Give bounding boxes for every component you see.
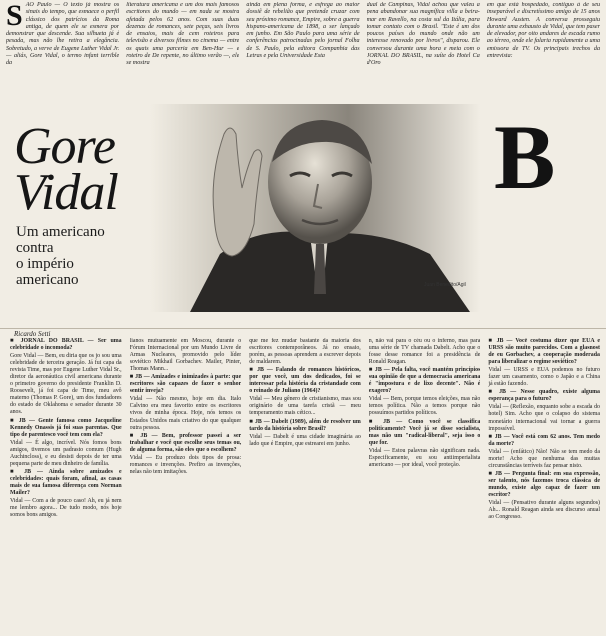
headline-title-line: Vidal (14, 164, 118, 221)
intro-column: ainda em plena forma, e esfrega ao maior dossiê de rebelião que pretende cruzar com seu próximo romance, Empire, sobre a guerra hispano-americana de 1898, a ser lançado em junho. Em São Paulo para uma série de conferências patrocinadas pelo jornal Folha de S. Paulo, pela editora Companhia das Letras e pela Universidade Esta (246, 2, 360, 60)
answer: Gore Vidal — Bem, eu diria que os jo sou uma celebridade de terceira geração. Já fui capa da revista Time, mas por Eugene Luther Vidal Sr., diretor da aeronáutica civil americana durante o primeiro governo do presidente Franklin D. Roosevelt, já foi capa de Time, meu avô materno (Thomas P. Gore), um dos fundadores do estado de Oklahoma e senador durante 30 anos. (10, 353, 122, 416)
answer: Vidal — Bem, porque temos eleições, mas não temos política. Não a temos porque não possuímos partidos políticos. (368, 396, 481, 417)
intro-paragraph: ÃO Paulo — O texto já mostra os sinais do tempo, que esmaece o perfil clássico dos patrícios da Roma antiga, de quem ele se esmera por demonstrar que descende. Sua silhueta já é pesada, mas não lhe retira a elegância. Sobretudo, a verve de Eugene Luther Vidal Jr. — aliás, Gore Vidal, o termo infant terrible da (6, 2, 120, 67)
author-photo (150, 104, 480, 312)
subtitle-line: americano (16, 272, 79, 288)
subtitle-line: o império (16, 256, 74, 272)
divider (0, 328, 606, 329)
question: ■ JB — Falando de romances históricos, por que você, um dos dedicados, foi se interessar pela história da cristandade com o reinado de Juliano (1964)? (249, 367, 361, 395)
answer: Vidal — É algo, incrível. Nós fomos bons amigos, tivemos um padrasto comum (Hugh Auchincloss), e eu desisti depois de ter uma pequena parte de meu dinheiro de família. (10, 439, 122, 467)
question: ■ JB — Você está com 62 anos. Tem medo da morte? (488, 433, 600, 447)
answer: Vidal — Não mesmo, hoje em dia. Italo Calvino era meu favorito entre os escritores vivos de minha época. Hoje, nós temos os Estados Unidos mais criativo do que qualquer outra pessoa. (129, 396, 242, 431)
answer: n, não vai para o céu ou o inferno, mas para uma série de TV chamada Dabelt. Acho que o fosse desse romance foi a presidência de Ronald Reagan. (368, 338, 481, 366)
question: ■ JB — Amizades e inimizades à parte: que escritores são capazes de fazer o senhor sentir inveja? (129, 374, 242, 395)
body-column (488, 338, 600, 632)
answer: que me fez mudar bastante da maioria dos escritores contemporâneos. Já no ensaio, porém, as pessoas aprendem a escrever depois de maldarem. (249, 338, 361, 366)
body-column (249, 338, 361, 632)
body-column (130, 338, 242, 632)
answer: Vidal — Estou palavras não significam nada. Especificamente, eu sou antiimperialista americano — por ideal, você proteção. (368, 447, 481, 468)
answer: Vidal — Dabelt é uma cidade imaginária ao lado que é Empire, que estrearei em junho. (249, 433, 361, 447)
answer: Vidal — (Pensativo durante alguns segundos) Ah... Ronald Reagan ainda seu discurso anual ao Congresso. (488, 500, 600, 521)
intro-text (6, 2, 600, 102)
byline: Ricardo Setti (14, 330, 51, 338)
interview-body (10, 338, 600, 632)
answer: lianos mutuamente em Moscou, durante o Fórum Internacional por um Mundo Livre de Armas Nucleares, promovido pelo líder soviético Mikhail Gorbachev. Mailer, Pinter, Thomas Mann... (129, 338, 242, 373)
intro-column: em que está hospedado, contiguo à de seu inseparável e discretíssimo amigo de 15 anos Howard Austen. A conversa prosseguiu durante uma exhausto de Vidal, que tem paser de elevador, por oito andares de escada rumo ao térreo, onde ele falaria rapidamente a uma emissora de TV. Os principais trechos da entrevista: (486, 2, 601, 60)
headline-title-line: Gore (14, 118, 115, 175)
section-letter: B (494, 106, 556, 208)
answer: Vidal — Meu gênero de cristianismo, mas sou originário de uma tarefa cristã — meu temperamento mais cético... (249, 396, 361, 417)
headline-subtitle (16, 224, 156, 288)
intro-column: literatura americana e um dos mais famosos escritores do mundo — em nada se mostra afetada pelos 62 anos. Com suas duas dezenas de romances, sete peças, seis livros de ensaios, mais de cem roteiros para televisão e diversos filmes no cinema — entre os quais uma parceria em Ben-Hur — e roteiro de De repente, no último verão —, ele se mostra (126, 2, 240, 67)
intro-column: dual de Campinas, Vidal achou que valeu a pena abandonar sua magnífica villa a beira-mar em Ravello, na costa sul da Itália, para tomar contato com o Brasil. "Este é um dos poucos países do mundo onde não um interesse renovado por livros", disparou. Ele conversou durante uma hora e meia com o JORNAL DO BRASIL, na suíte do Hotel Ca d'Oro (366, 2, 480, 67)
answer: Vidal — Com a de pouco caso! Ah, eu já nem me lembro agora... De tudo modo, nós hoje somos bons amigos. (10, 498, 122, 519)
question: ■ JB — Pergunta final: em sua expressão, ser talento, nós fazemos troca clássica de mundo, existe algo capaz de fazer um escritor? (488, 470, 600, 498)
subtitle-line: Um americano (16, 224, 105, 240)
question: ■ JB — Pela falta, você mantém princípios sua opinião de que a democracia americana é "impostura e de lixo decente". Não é exagero? (368, 367, 481, 395)
question: ■ JB — Gente famosa como Jacqueline Kennedy Onassis já foi suas parentas. Que tipo de parentesco você tem com ela? (10, 417, 122, 438)
question: ■ JB — Dabelt (1989), além de resolver um tardo da história sobre Brasil? (249, 418, 361, 432)
headline-band (0, 104, 606, 312)
body-column (10, 338, 122, 632)
photo-credit: Juan Benedito/Agil (424, 282, 466, 288)
question: ■ JB — Você costuma dizer que EUA e URSS são muito parecidos. Com a glasnost de eu Gorbachev, a cooperação moderada para liberalizar o regime soviético? (488, 338, 600, 366)
drop-cap: S (6, 2, 23, 32)
answer: Vidal — (Reflexão, enquanto sobe a escada do hotel) Sim. Acho que o colapso do sistema monetário internacional vai tornar a guerra impossível. (488, 404, 600, 432)
question: ■ JORNAL DO BRASIL — Ser uma celebridade o incomoda? (10, 338, 122, 352)
question: ■ JB — Como você se classifica politicamente? Você já se disse socialista, mas não um "radical-liberal", seja isso o que for. (368, 418, 481, 446)
headline-title (14, 118, 118, 221)
answer: Vidal — URSS e EUA podemos no futuro fazer um casamento, como o Japão e a China já estão fazendo. (488, 367, 600, 388)
question: ■ JB — Ainda sobre amizades e celebridades: quais foram, afinal, as casas mais de sua famosa diferença com Norman Mailer? (10, 468, 122, 496)
body-column (369, 338, 481, 632)
subtitle-line: contra (16, 240, 54, 256)
question: ■ JB — Bem, professor passei a ser trabalhar e você que escolhe seus temas ou, de alguma forma, são eles que o escolhem? (129, 432, 242, 453)
answer: Vidal — Eu produzo dois tipos de prosa: romances e invenções. Prefiro as invenções, nelas não tem imitações. (129, 454, 242, 475)
question: ■ JB — Nesse quadro, existe alguma esperança para o futuro? (488, 389, 600, 403)
answer: Vidal — (enfático) Não! Não se tem medo da morte! Acho que nenhuma das muitas circunstâncias terríveis faz pensar nisto. (488, 448, 600, 469)
intro-column (6, 2, 119, 102)
